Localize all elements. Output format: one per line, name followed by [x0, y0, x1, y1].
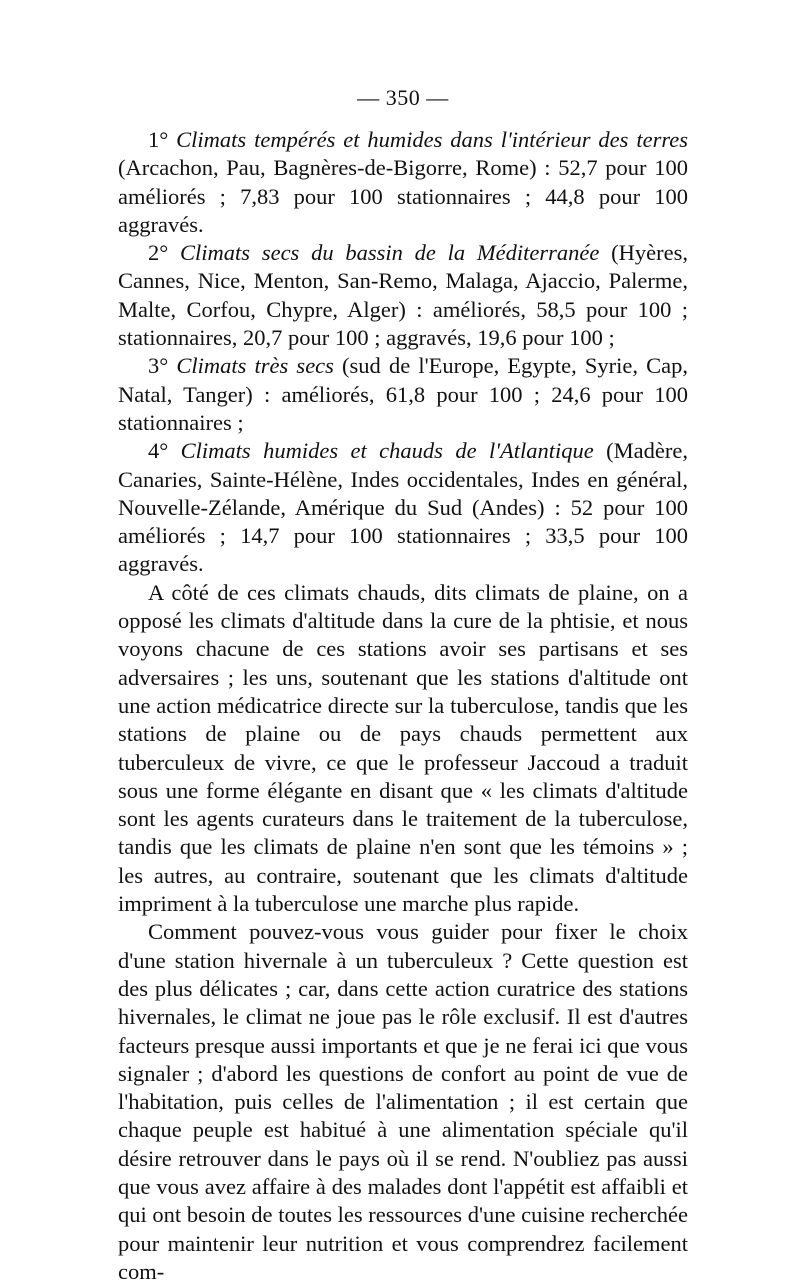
paragraph-text: (Hyères, Cannes, Nice, Menton, San-Remo, Malaga, Ajaccio, Palerme, Malte, Corfou, Chypre, Alger) : améliorés, 58,5 pour 100 ; stationnaires, 20,7 pour 100 ; aggravés, 19,6 pour 100 ;	[118, 240, 689, 351]
page-number: — 350 —	[357, 85, 449, 110]
climate-heading: Climats secs du bassin de la Méditerranée	[180, 240, 600, 266]
paragraph-text: A côté de ces climats chauds, dits climats de plaine, on a opposé les climats d'altitude dans la cure de la phtisie, et nous voyons chacune de ces stations avoir ses partisans et ses adversaires ; les uns, soutenant que les stations d'altitude ont une action médicatrice directe sur la tuberculose, tandis que les stations de plaine ou de pays chauds permettent aux tuberculeux de vivre, ce que le professeur Jaccoud a traduit sous une forme élégante en disant que « les climats d'altitude sont les agents curateurs dans le traitement de la tuberculose, tandis que les climats de plaine n'en sont que les témoins » ; les autres, au contraire, soutenant que les climats d'altitude impriment à la tuberculose une marche plus rapide.	[118, 579, 688, 917]
paragraph-altitude-climates	[118, 579, 688, 919]
climate-heading: Climats très secs	[176, 353, 334, 379]
item-number: 2°	[148, 240, 181, 266]
paragraph-text: (Madère, Canaries, Sainte-Hélène, Indes occidentales, Indes en général, Nouvelle-Zélande, Amérique du Sud (Andes) : 52 pour 100 améliorés ; 14,7 pour 100 stationnaires ; 33,5 pour 100 aggravés.	[118, 438, 689, 577]
book-page	[118, 78, 688, 1286]
paragraph-climate-1	[118, 126, 688, 239]
paragraph-text: (Arcachon, Pau, Bagnères-de-Bigorre, Rome) : 52,7 pour 100 améliorés ; 7,83 pour 100 stationnaires ; 44,8 pour 100 aggravés.	[118, 155, 688, 237]
paragraph-text: Comment pouvez-vous vous guider pour fixer le choix d'une station hivernale à un tuberculeux ? Cette question est des plus délicates ; car, dans cette action curatrice des stations hivernales, le climat ne joue pas le rôle exclusif. Il est d'autres facteurs presque aussi importants et que je ne ferai ici que vous signaler ; d'abord les questions de confort au point de vue de l'habitation, puis celles de l'alimentation ; il est certain que chaque peuple est habitué à une alimentation spéciale qu'il désire retrouver dans le pays où il se rend. N'oubliez pas aussi que vous avez affaire à des malades dont l'appétit est affaibli et qui ont besoin de toutes les ressources d'une cuisine recherchée pour maintenir leur nutrition et vous comprendrez facilement com-	[118, 919, 688, 1284]
item-number: 4°	[148, 438, 181, 464]
item-number: 1°	[148, 127, 177, 152]
paragraph-climate-3	[118, 352, 688, 437]
climate-heading: Climats humides et chauds de l'Atlantique	[180, 438, 594, 464]
climate-heading: Climats tempérés et humides dans l'intérieur des terres	[176, 127, 688, 152]
paragraph-climate-4	[118, 437, 688, 578]
paragraph-text: (sud de l'Europe, Egypte, Syrie, Cap, Natal, Tanger) : améliorés, 61,8 pour 100 ; 24,6 pour 100 stationnaires ;	[118, 353, 688, 435]
paragraph-winter-station-choice	[118, 918, 688, 1286]
item-number: 3°	[148, 353, 177, 379]
paragraph-climate-2	[118, 239, 688, 352]
